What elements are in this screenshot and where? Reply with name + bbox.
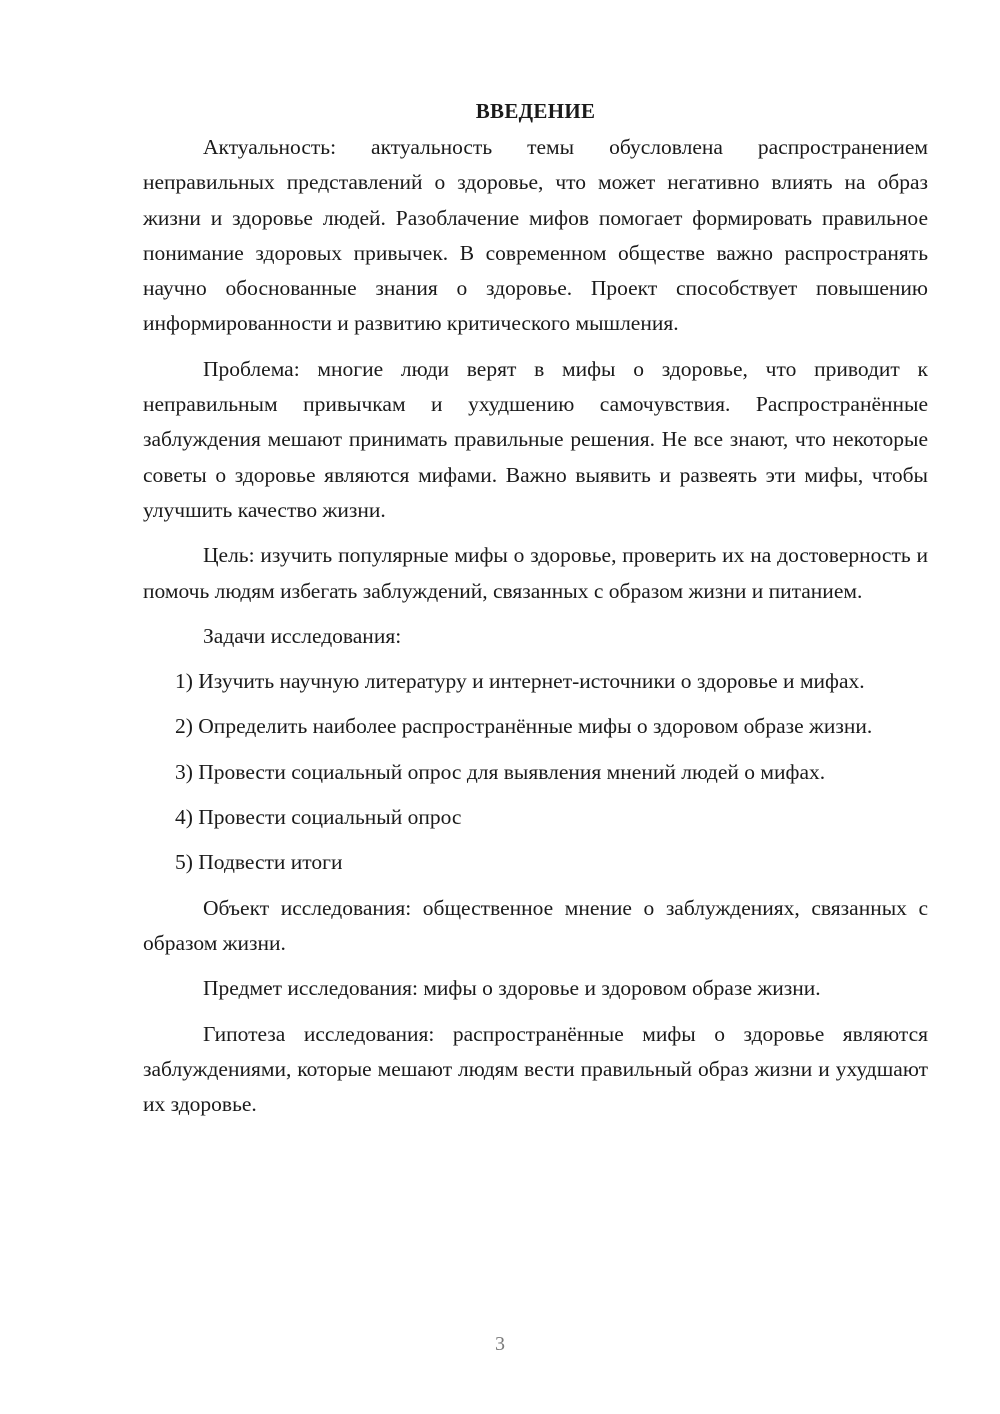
- paragraph-object: Объект исследования: общественное мнение о заблуждениях, связанных с образом жизни.: [143, 895, 928, 955]
- paragraph-goal: Цель: изучить популярные мифы о здоровье, проверить их на достоверность и помочь людям избегать заблуждений, связанных с образом жизни и питанием.: [143, 543, 928, 603]
- paragraph-tasks-heading: Задачи исследования:: [203, 623, 402, 648]
- task-item: 5) Подвести итоги: [175, 850, 343, 875]
- page-number: 3: [495, 1333, 505, 1355]
- section-title: ВВЕДЕНИЕ: [475, 99, 596, 123]
- task-item: 2) Определить наиболее распространённые мифы о здоровом образе жизни.: [175, 714, 873, 739]
- document-page: [143, 93, 928, 1132]
- paragraph-problem: Проблема: многие люди верят в мифы о здоровье, что приводит к неправильным привычкам и ухудшению самочувствия. Распространённые заблуждения мешают принимать правильные решения. Не все знают, что некоторые советы о здоровье являются мифами. Важно выявить и развеять эти мифы, чтобы улучшить качество жизни.: [143, 356, 928, 522]
- task-item: 1) Изучить научную литературу и интернет-источники о здоровье и мифах.: [175, 669, 865, 694]
- paragraph-relevance: Актуальность: актуальность темы обусловлена распространением неправильных представлений о здоровье, что может негативно влиять на образ жизни и здоровье людей. Разоблачение мифов помогает формировать правильное понимание здоровых привычек. В современном обществе важно распространять научно обоснованные знания о здоровье. Проект способствует повышению информированности и развитию критического мышления.: [143, 135, 928, 336]
- task-item: 4) Провести социальный опрос: [175, 805, 462, 830]
- paragraph-hypothesis: Гипотеза исследования: распространённые мифы о здоровье являются заблуждениями, которые мешают людям вести правильный образ жизни и ухудшают их здоровье.: [143, 1021, 928, 1117]
- task-item: 3) Провести социальный опрос для выявления мнений людей о мифах.: [175, 759, 826, 784]
- paragraph-subject: Предмет исследования: мифы о здоровье и здоровом образе жизни.: [203, 976, 821, 1001]
